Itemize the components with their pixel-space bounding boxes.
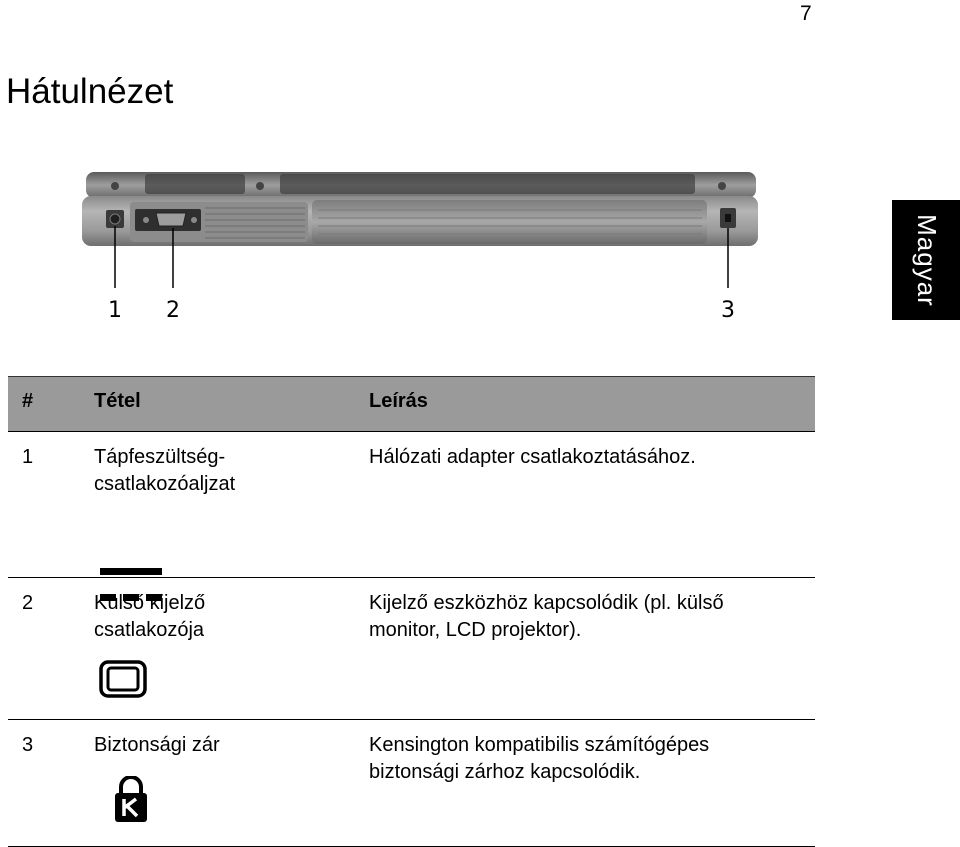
row-description bbox=[369, 732, 709, 786]
language-tab-label: Magyar bbox=[911, 213, 942, 307]
callout-3: 3 bbox=[721, 298, 735, 323]
row-item-line: csatlakozója bbox=[94, 619, 205, 641]
row-description bbox=[369, 444, 696, 471]
kensington-lock-icon bbox=[112, 776, 150, 824]
row-description-line: biztonsági zárhoz kapcsolódik. bbox=[369, 761, 641, 783]
row-number: 2 bbox=[22, 592, 34, 614]
row-number: 1 bbox=[22, 446, 34, 468]
laptop-rear-view-image bbox=[70, 160, 790, 345]
header-number: # bbox=[22, 390, 34, 412]
page-title: Hátulnézet bbox=[6, 72, 174, 111]
callout-1: 1 bbox=[108, 298, 122, 323]
row-description-line: monitor, LCD projektor). bbox=[369, 619, 582, 641]
row-description-line: Kijelző eszközhöz kapcsolódik (pl. külső bbox=[369, 592, 724, 614]
row-item-line: csatlakozóaljzat bbox=[94, 473, 236, 495]
monitor-icon bbox=[99, 660, 147, 698]
language-tab bbox=[892, 200, 960, 320]
row-description-line: Kensington kompatibilis számítógépes bbox=[369, 734, 710, 756]
row-item bbox=[94, 590, 205, 644]
row-item-line: Biztonsági zár bbox=[94, 734, 220, 756]
callout-2: 2 bbox=[166, 298, 180, 323]
row-item bbox=[94, 444, 235, 498]
page-number: 7 bbox=[800, 2, 812, 25]
row-item-line: Külső kijelző bbox=[94, 592, 206, 614]
row-description-line: Hálózati adapter csatlakoztatásához. bbox=[369, 446, 696, 468]
row-item bbox=[94, 732, 220, 759]
row-item-line: Tápfeszültség- bbox=[94, 446, 226, 468]
table-row bbox=[8, 577, 815, 719]
row-number: 3 bbox=[22, 734, 34, 756]
ports-table bbox=[8, 376, 815, 847]
row-description bbox=[369, 590, 724, 644]
table-row bbox=[8, 431, 815, 577]
table-header bbox=[8, 376, 815, 431]
header-description: Leírás bbox=[369, 390, 428, 412]
header-item: Tétel bbox=[94, 390, 141, 412]
table-row bbox=[8, 719, 815, 847]
